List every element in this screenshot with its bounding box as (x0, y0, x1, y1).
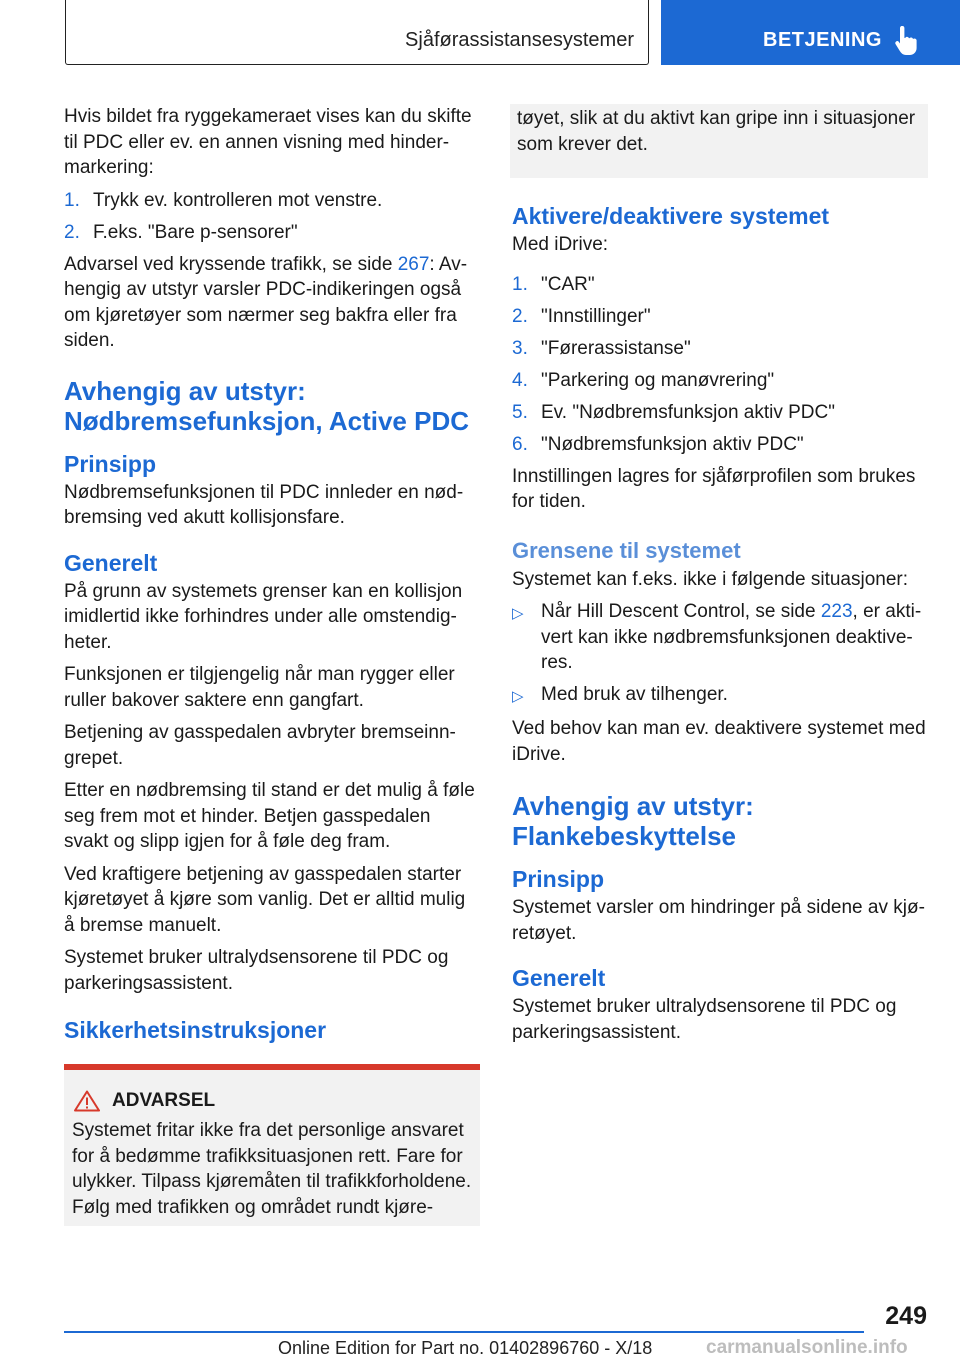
paragraph: Systemet bruker ultralydsensorene til PDC og parkeringsassistent. (64, 947, 449, 994)
step-number: 5. (512, 401, 528, 423)
warning-header (72, 1090, 473, 1112)
bullet-text-part: , er aktivert kan ikke nødbremsfunksjonen deaktiveres. (541, 601, 922, 673)
header-chapter-title: BETJENING (763, 29, 882, 51)
list-item (512, 682, 928, 710)
list-item (64, 220, 480, 246)
list-item (512, 599, 928, 676)
subsection-heading: Aktivere/deaktivere systemet (512, 203, 830, 229)
paragraph: Systemet varsler om hindringer på sidene av kjøretøyet. (512, 897, 925, 944)
step-number: 2. (512, 305, 528, 327)
list-item (512, 368, 928, 394)
watermark-logo: carmanualsonline.info (706, 1337, 908, 1358)
left-column (64, 104, 480, 1226)
paragraph-text: Advarsel ved kryssende trafikk, se side (64, 253, 398, 275)
step-text: "Parkering og manøvrering" (541, 369, 775, 391)
bullet-text-part: Når Hill Descent Control, se side (541, 601, 821, 622)
bullet-text (541, 599, 928, 676)
subsection-heading: Generelt (512, 965, 606, 991)
bullet-triangle-icon: ▷ (512, 688, 524, 705)
warning-title: ADVARSEL (112, 1090, 216, 1111)
subsection-heading: Generelt (64, 549, 158, 576)
step-text: "Førerassistanse" (541, 337, 691, 359)
list-item (512, 304, 928, 330)
warning-text: tøyet, slik at du aktivt kan gripe inn i situasjoner som krever det. (517, 108, 916, 155)
paragraph-text: : Avhengig av utstyr varsler PDC-indikeringen også om kjøretøyer som nærmer seg bakfra eller fra siden. (64, 253, 468, 351)
section-heading: Avhengig av utstyr: Flankebeskyttelse (512, 791, 754, 851)
step-number: 3. (512, 337, 528, 359)
paragraph: Med iDrive: (512, 234, 609, 255)
header-section-box (65, 0, 649, 65)
page-number: 249 (885, 1302, 927, 1330)
step-text: Ev. "Nødbremsfunksjon aktiv PDC" (541, 401, 835, 423)
right-column (512, 104, 928, 1052)
header-section-title: Sjåførassistansesystemer (405, 29, 634, 51)
paragraph: Etter en nødbremsing til stand er det mulig å føle seg frem mot et hinder. Betjen gasspedalen svakt og slipp igjen for å føle deg fram. (64, 780, 475, 852)
step-text: "Innstillinger" (541, 305, 651, 327)
pointing-hand-icon (893, 26, 921, 56)
warning-box-continued (510, 104, 928, 178)
warning-box (64, 1064, 480, 1226)
step-number: 6. (512, 433, 528, 455)
header-chapter-tab[interactable] (661, 0, 960, 65)
paragraph: Innstillingen lagres for sjåførprofilen som brukes for tiden. (512, 465, 916, 512)
page-link[interactable]: 223 (820, 601, 853, 622)
paragraph: Hvis bildet fra ryggekameraet vises kan du skifte til PDC eller ev. en annen visning med hindermarkering: (64, 106, 472, 178)
paragraph: Betjening av gasspedalen avbryter bremseinngrepet. (64, 722, 456, 769)
section-heading: Avhengig av utstyr: Nødbremsefunksjon, Active PDC (64, 375, 470, 436)
step-text: F.eks. "Bare p-sensorer" (93, 221, 298, 243)
step-number: 1. (512, 273, 528, 295)
list-item (512, 432, 928, 458)
list-item (512, 400, 928, 426)
paragraph: Ved kraftigere betjening av gasspedalen starter kjøretøyet å kjøre som vanlig. Det er alltid mulig å bremse manuelt. (64, 863, 466, 936)
subsection-heading: Prinsipp (64, 450, 157, 477)
subsection-heading: Grensene til systemet (512, 537, 741, 563)
list-item (512, 336, 928, 362)
step-number: 2. (64, 221, 80, 243)
footer-edition: Online Edition for Part no. 01402896760 - X/18 (278, 1338, 653, 1358)
warning-text: Systemet fritar ikke fra det personlige ansvaret for å bedømme trafikksituasjonen rett. Fare for ulykker. Tilpass kjøremåten til trafikkforholdene. Følg med trafikken og området rundt kjøre- (72, 1120, 472, 1218)
paragraph (64, 252, 480, 354)
paragraph: Funksjonen er tilgjengelig når man rygger eller ruller bakover saktere enn gangfart. (64, 664, 455, 711)
step-text: "CAR" (541, 273, 595, 295)
step-text: "Nødbremsfunksjon aktiv PDC" (541, 433, 804, 455)
subsection-heading: Sikkerhetsinstruksjoner (64, 1017, 327, 1043)
bullet-triangle-icon: ▷ (512, 605, 524, 622)
paragraph: Ved behov kan man ev. deaktivere systemet med iDrive. (512, 718, 926, 765)
step-number: 4. (512, 369, 528, 391)
warning-triangle-icon (74, 1090, 100, 1112)
subsection-heading: Prinsipp (512, 866, 605, 892)
paragraph: Systemet kan f.eks. ikke i følgende situasjoner: (512, 568, 909, 590)
bullet-text: Med bruk av tilhenger. (541, 684, 728, 705)
paragraph: Systemet bruker ultralydsensorene til PDC og parkeringsassistent. (512, 996, 897, 1043)
list-item (512, 272, 928, 298)
page-link[interactable]: 267 (397, 253, 430, 275)
footer-divider (64, 1331, 864, 1333)
step-number: 1. (64, 189, 80, 211)
list-item (64, 188, 480, 214)
step-text: Trykk ev. kontrolleren mot venstre. (93, 189, 383, 211)
paragraph: Nødbremsefunksjonen til PDC innleder en nødbremsing ved akutt kollisjonsfare. (64, 481, 464, 528)
paragraph: På grunn av systemets grenser kan en kollisjon imidlertid ikke forhindres under alle omstendigheter. (64, 580, 463, 653)
